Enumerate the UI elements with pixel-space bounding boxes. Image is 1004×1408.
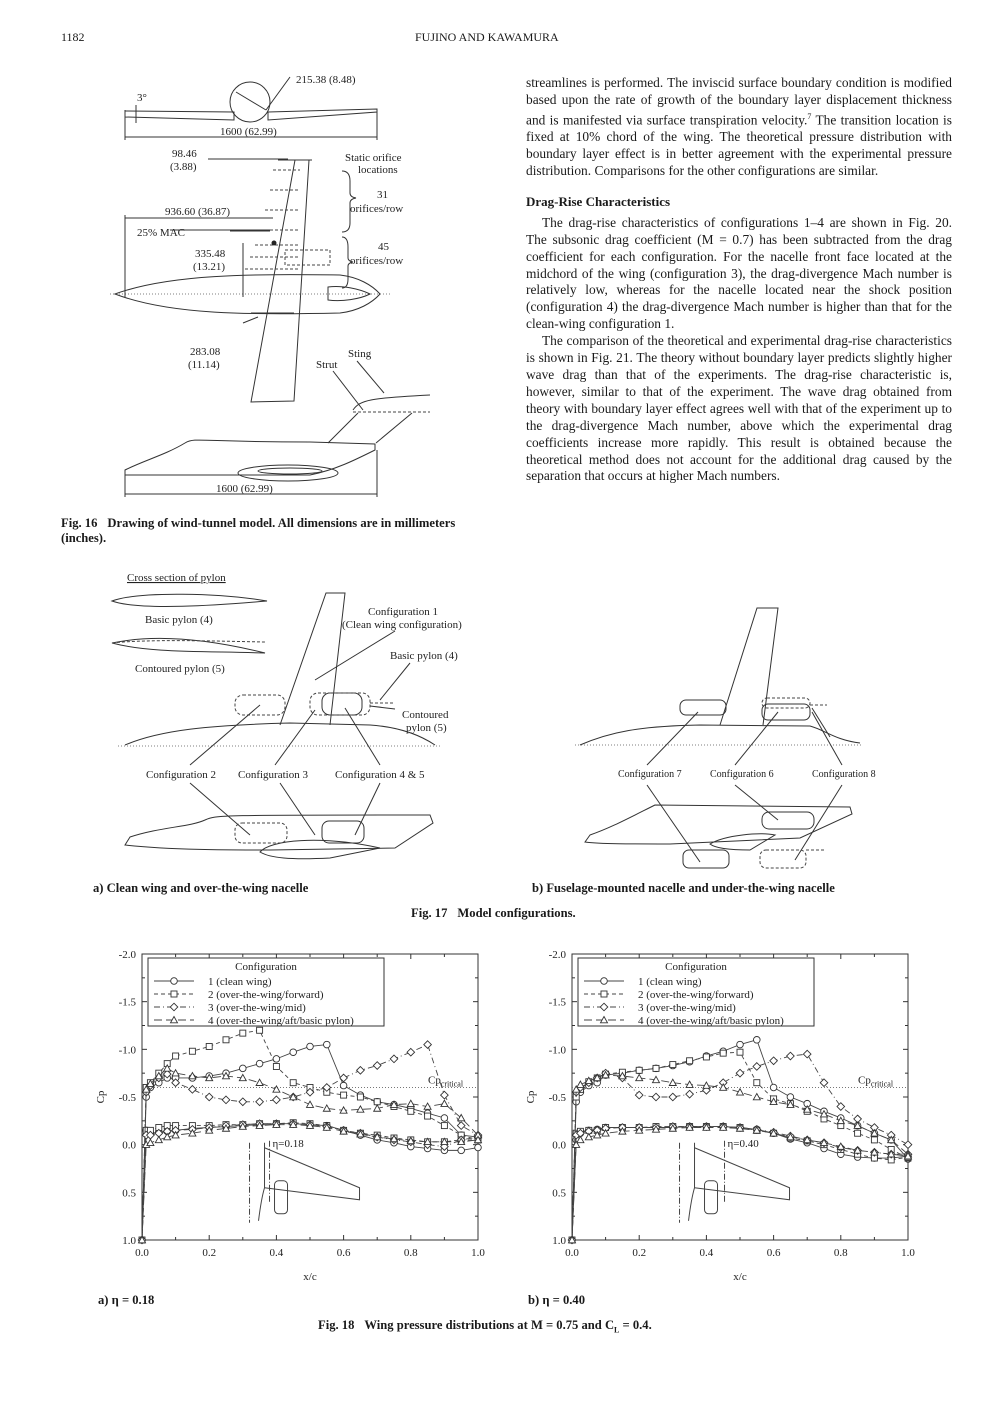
legend — [578, 958, 814, 1027]
data-point-diamond — [669, 1093, 677, 1101]
label-contoured-pylon: Contoured pylon (5) — [135, 663, 225, 675]
x-tick-label: 0.8 — [403, 1247, 418, 1259]
x-tick-label: 0.2 — [632, 1247, 647, 1259]
data-point-circle — [441, 1115, 448, 1122]
data-point-diamond — [652, 1093, 660, 1101]
label-25-mac: 25% MAC — [137, 227, 185, 239]
label-contoured-right: Contoured — [402, 709, 449, 721]
legend-entry: 3 (over-the-wing/mid) — [208, 1002, 306, 1014]
inset-eta-label: η=0.40 — [727, 1137, 759, 1150]
data-point-circle — [754, 1037, 761, 1044]
inset-wing-planform — [680, 1138, 790, 1223]
x-tick-label: 0.8 — [833, 1247, 848, 1259]
data-point-triangle — [323, 1105, 330, 1111]
x-tick-label: 1.0 — [901, 1247, 915, 1259]
data-point-diamond — [770, 1057, 778, 1065]
data-point-circle — [240, 1065, 247, 1072]
fig16-drawing — [110, 65, 500, 500]
label-config7: Configuration 7 — [618, 769, 682, 780]
data-point-square — [871, 1137, 877, 1143]
data-point-diamond — [357, 1067, 365, 1075]
label-locations: locations — [358, 164, 398, 176]
y-tick-label: 0.5 — [122, 1187, 136, 1200]
fig17-caption-label: Fig. 17 — [411, 906, 448, 920]
x-tick-label: 0.6 — [766, 1247, 781, 1259]
label-31: 31 — [377, 189, 388, 201]
label-config6: Configuration 6 — [710, 769, 774, 780]
legend-entry: 2 (over-the-wing/forward) — [638, 989, 754, 1001]
data-point-triangle — [307, 1101, 314, 1107]
data-point-diamond — [787, 1052, 795, 1060]
y-tick-label: -0.5 — [548, 1092, 566, 1104]
data-point-square — [737, 1049, 743, 1055]
data-point-circle — [307, 1043, 314, 1050]
data-point-triangle — [407, 1100, 414, 1106]
data-point-diamond — [753, 1063, 761, 1071]
data-point-diamond — [222, 1096, 230, 1104]
data-point-circle — [787, 1094, 794, 1101]
data-point-diamond — [407, 1048, 415, 1056]
data-point-square — [703, 1054, 709, 1060]
data-point-triangle — [577, 1081, 584, 1087]
data-point-square — [273, 1063, 279, 1069]
data-point-square — [374, 1099, 380, 1105]
data-point-circle — [475, 1144, 482, 1151]
x-axis-label: x/c — [303, 1271, 317, 1280]
label-mac-height: 335.48 — [195, 248, 226, 260]
data-point-circle — [324, 1041, 331, 1048]
data-point-diamond — [837, 1103, 845, 1111]
body-paragraph-2: The drag-rise characteristics of configurations 1–4 are shown in Fig. 20. The subsonic drag coefficient (M = 0.7) has been subtracted from the drag coefficient for each configuration. For the nacelle front face located at the midchord of the wing (configuration 3), the drag-divergence Mach number is relatively low, whereas for the nacelle located near the shock position (configuration 4) the drag-divergence Mach number is higher than that for the clean-wing configuration 1. — [526, 214, 952, 332]
page-number: 1182 — [61, 30, 85, 44]
x-tick-label: 0.2 — [202, 1247, 217, 1259]
data-point-square — [408, 1108, 414, 1114]
data-point-diamond — [424, 1041, 432, 1049]
x-tick-label: 0.4 — [269, 1247, 284, 1259]
data-point-triangle — [273, 1086, 280, 1092]
label-root-chord-in: (11.14) — [188, 359, 220, 371]
cp-chart-eta-018 — [90, 940, 500, 1280]
y-tick-label: -1.0 — [548, 1044, 566, 1057]
data-point-diamond — [340, 1074, 348, 1082]
data-point-circle — [340, 1082, 347, 1089]
planform-view — [110, 159, 390, 402]
data-point-square — [173, 1053, 179, 1059]
data-point-circle — [171, 978, 178, 985]
label-root-chord: 283.08 — [190, 346, 221, 358]
label-mac-distance: 936.60 (36.87) — [165, 206, 231, 218]
y-axis-label: Cp — [525, 1090, 537, 1104]
label-strut: Strut — [316, 359, 338, 371]
inset-wing-planform — [250, 1138, 360, 1223]
data-point-triangle — [636, 1074, 643, 1080]
x-tick-label: 0.0 — [135, 1247, 149, 1259]
legend-entry: 4 (over-the-wing/aft/basic pylon) — [638, 1015, 784, 1027]
basic-pylon-section — [112, 594, 267, 606]
data-point-diamond — [390, 1055, 398, 1063]
label-tip-chord: 98.46 — [172, 148, 197, 160]
data-point-diamond — [904, 1141, 912, 1149]
y-tick-label: -1.5 — [548, 996, 566, 1009]
x-tick-label: 0.6 — [336, 1247, 351, 1259]
data-point-diamond — [736, 1069, 744, 1077]
label-45-orifices: orifices/row — [350, 255, 404, 267]
label-contoured-right-2: pylon (5) — [406, 722, 447, 734]
label-sting: Sting — [348, 348, 372, 360]
legend-title: Configuration — [665, 961, 727, 973]
y-tick-label: 0.0 — [122, 1139, 136, 1152]
label-basic-pylon-right: Basic pylon (4) — [390, 650, 458, 662]
data-point-square — [223, 1037, 229, 1043]
data-point-circle — [458, 1147, 465, 1154]
data-point-diamond — [803, 1050, 811, 1058]
label-length-side: 1600 (62.99) — [216, 483, 273, 495]
data-point-diamond — [457, 1122, 465, 1130]
cp-chart-eta-040 — [520, 940, 930, 1280]
data-point-square — [189, 1048, 195, 1054]
data-point-diamond — [189, 1086, 197, 1094]
data-point-square — [425, 1113, 431, 1119]
fig18-caption: Fig. 18 Wing pressure distributions at M = 0.75 and $C_L = 0.4$. — [318, 1318, 652, 1335]
data-point-triangle — [357, 1106, 364, 1112]
label-config3: Configuration 3 — [238, 769, 308, 781]
y-tick-label: 1.0 — [122, 1235, 136, 1247]
fig17a-subcaption: a) Clean wing and over-the-wing nacelle — [93, 881, 309, 895]
label-mac-height-in: (13.21) — [193, 261, 226, 273]
y-tick-label: -2.0 — [548, 949, 566, 961]
legend-entry: 4 (over-the-wing/aft/basic pylon) — [208, 1015, 354, 1027]
body-paragraph-3: The comparison of the theoretical and experimental drag-rise characteristics is shown in Fig. 21. The theory without boundary layer predicts slightly higher wave drag than that of the experiments. The drag-rise characteristic is, however, similar to that of the experiment. The wave drag obtained from theory with boundary layer effect agrees well with that of the experiment up to the drag-divergence Mach number, above which the experimental drag coefficients increase more rapidly. This result is obtained because the theoretical method does not account for the additional drag caused by the separation that occurs at higher Mach numbers. — [526, 333, 952, 484]
data-point-circle — [601, 978, 608, 985]
inset-eta-label: η=0.18 — [272, 1137, 304, 1150]
cp-critical-label: $Cp_{critical}$ — [858, 1074, 894, 1089]
label-cross-section: Cross section of pylon — [127, 572, 226, 584]
data-point-triangle — [256, 1079, 263, 1085]
section-heading: Drag-Rise Characteristics — [526, 193, 671, 209]
data-point-square — [636, 1067, 642, 1073]
y-tick-label: -0.5 — [118, 1092, 136, 1104]
label-basic-pylon: Basic pylon (4) — [145, 614, 213, 626]
fig17b-drawing — [550, 580, 910, 880]
fig18-caption-text: Wing pressure distributions at M = 0.75 and C — [364, 1318, 615, 1332]
data-point-diamond — [239, 1098, 247, 1106]
data-point-triangle — [155, 1136, 162, 1142]
fig16-caption-text: Drawing of wind-tunnel model. All dimensions are in millimeters (inches). — [61, 516, 456, 545]
fig16-caption — [61, 516, 497, 546]
label-tip-chord-in: (3.88) — [170, 161, 197, 173]
label-dihedral: 3° — [137, 92, 147, 104]
legend-title: Configuration — [235, 961, 297, 973]
data-point-square — [687, 1058, 693, 1064]
data-point-diamond — [256, 1098, 264, 1106]
data-point-square — [240, 1030, 246, 1036]
legend-entry: 1 (clean wing) — [638, 976, 702, 988]
data-point-square — [357, 1094, 363, 1100]
data-point-triangle — [147, 1139, 154, 1145]
data-point-circle — [256, 1060, 263, 1067]
label-config1: Configuration 1 — [368, 606, 438, 618]
fig16-caption-label: Fig. 16 — [61, 516, 98, 530]
data-point-triangle — [753, 1094, 760, 1100]
label-config45: Configuration 4 & 5 — [335, 769, 425, 781]
data-point-diamond — [273, 1096, 281, 1104]
label-31-orifices: orifices/row — [350, 203, 404, 215]
data-point-square — [257, 1027, 263, 1033]
legend-entry: 2 (over-the-wing/forward) — [208, 989, 324, 1001]
label-nacelle-diameter: 215.38 (8.48) — [296, 74, 356, 86]
data-point-diamond — [205, 1093, 213, 1101]
legend — [148, 958, 384, 1027]
label-config2: Configuration 2 — [146, 769, 216, 781]
data-point-square — [441, 1123, 447, 1129]
data-point-square — [206, 1043, 212, 1049]
fig18-caption-label: Fig. 18 — [318, 1318, 355, 1332]
fig17-caption-text: Model configurations. — [457, 906, 576, 920]
label-config8: Configuration 8 — [812, 769, 876, 780]
body-text-column — [526, 75, 952, 485]
label-static-orifice: Static orifice — [345, 152, 402, 164]
x-tick-label: 1.0 — [471, 1247, 485, 1259]
y-tick-label: 0.0 — [552, 1139, 566, 1152]
data-point-diamond — [820, 1079, 828, 1087]
data-point-square — [341, 1092, 347, 1098]
body-paragraph-1: streamlines is performed. The inviscid surface boundary condition is modified based upon the rate of growth of the boundary layer displacement thickness and is manifested via surface transpiration velocity.$^7$ The transition location is fixed at 10% chord of the wing. The theoretical pressure distribution with boundary layer effect is in better agreement with the experimental pressure distribution. Comparisons for the other configurations are similar. — [526, 75, 952, 178]
data-point-circle — [770, 1084, 777, 1091]
y-tick-label: 1.0 — [552, 1235, 566, 1247]
y-tick-label: -2.0 — [118, 949, 136, 961]
data-point-triangle — [669, 1079, 676, 1085]
y-axis-label: Cp — [95, 1090, 107, 1104]
y-tick-label: 0.5 — [552, 1187, 566, 1200]
fig17b-subcaption: b) Fuselage-mounted nacelle and under-the-wing nacelle — [532, 881, 835, 895]
data-point-square — [290, 1080, 296, 1086]
x-axis-label: x/c — [733, 1271, 747, 1280]
y-tick-label: -1.5 — [118, 996, 136, 1009]
legend-entry: 1 (clean wing) — [208, 976, 272, 988]
data-point-square — [670, 1062, 676, 1068]
data-point-square — [171, 991, 177, 997]
label-45: 45 — [378, 241, 389, 253]
y-tick-label: -1.0 — [118, 1044, 136, 1057]
label-span-top: 1600 (62.99) — [220, 126, 277, 138]
data-point-square — [601, 991, 607, 997]
data-point-diamond — [441, 1091, 449, 1099]
data-point-circle — [737, 1041, 744, 1048]
x-tick-label: 0.4 — [699, 1247, 714, 1259]
fig18b-subcaption: b) η = 0.40 — [528, 1293, 586, 1307]
data-point-triangle — [441, 1100, 448, 1106]
running-title: FUJINO AND KAWAMURA — [415, 30, 559, 44]
legend-entry: 3 (over-the-wing/mid) — [638, 1002, 736, 1014]
data-point-diamond — [635, 1091, 643, 1099]
data-point-triangle — [172, 1070, 179, 1076]
fig17-caption — [411, 906, 576, 921]
data-point-square — [754, 1080, 760, 1086]
fig17a-drawing — [90, 565, 520, 885]
data-point-circle — [290, 1049, 297, 1056]
data-point-diamond — [373, 1062, 381, 1070]
label-config1-clean: (Clean wing configuration) — [342, 619, 462, 631]
cp-critical-label: $Cp_{critical}$ — [428, 1074, 464, 1089]
side-view — [125, 361, 430, 497]
data-point-square — [653, 1065, 659, 1071]
data-point-square — [720, 1050, 726, 1056]
fig18a-subcaption: a) η = 0.18 — [98, 1293, 155, 1307]
x-tick-label: 0.0 — [565, 1247, 579, 1259]
data-point-square — [855, 1130, 861, 1136]
data-point-diamond — [686, 1090, 694, 1098]
